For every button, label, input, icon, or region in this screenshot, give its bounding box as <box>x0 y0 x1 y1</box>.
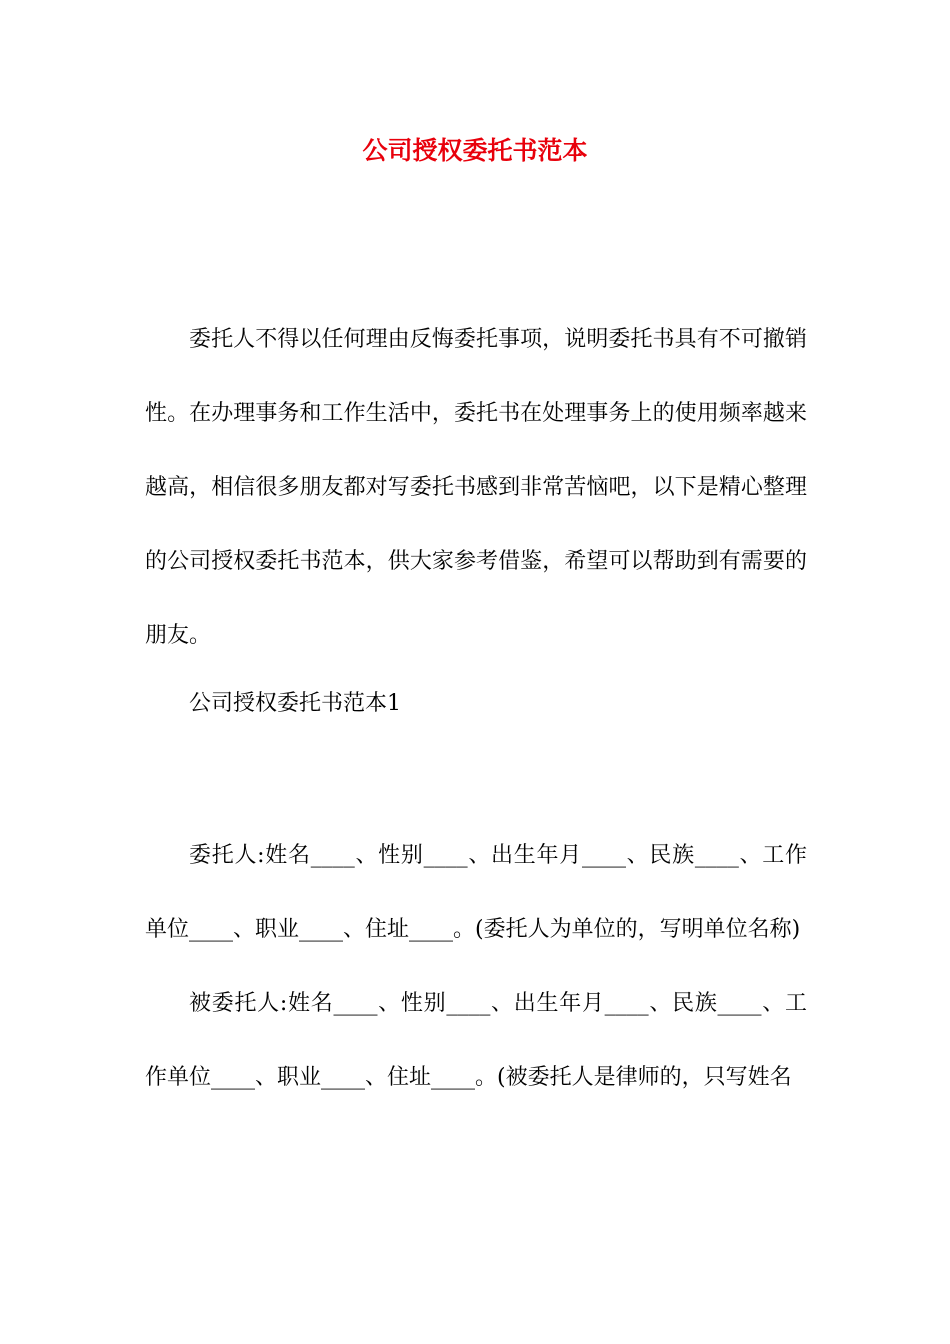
section-heading: 公司授权委托书范本1 <box>189 691 401 716</box>
section-spacer <box>145 741 807 815</box>
agent-paragraph: 被委托人:姓名____、性别____、出生年月____、民族____、工作单位____、职业____、住址____。(被委托人是律师的，只写姓名 <box>145 991 807 1090</box>
principal-paragraph: 委托人:姓名____、性别____、出生年月____、民族____、工作单位____、职业____、住址____。(委托人为单位的，写明单位名称) <box>145 843 807 942</box>
intro-paragraph: 委托人不得以任何理由反悔委托事项，说明委托书具有不可撤销性。在办理事务和工作生活中，委托书在处理事务上的使用频率越来越高，相信很多朋友都对写委托书感到非常苦恼吧，以下是精心整理的公司授权委托书范本，供大家参考借鉴，希望可以帮助到有需要的朋友。 <box>145 327 807 648</box>
document-title: 公司授权委托书范本 <box>362 136 588 165</box>
document-body <box>145 303 807 1115</box>
